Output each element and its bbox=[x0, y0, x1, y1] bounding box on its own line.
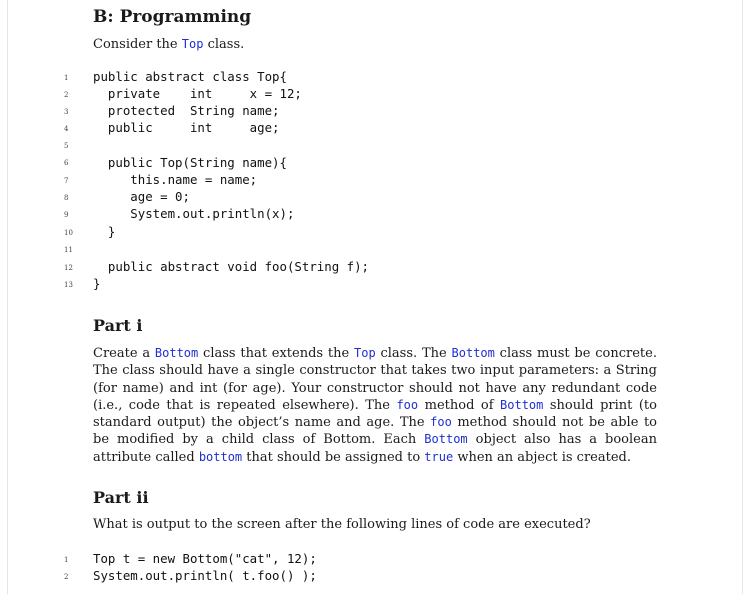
code-line: this.name = name; bbox=[93, 172, 258, 187]
code-line: System.out.println( t.foo() ); bbox=[93, 568, 317, 583]
code-ref: foo bbox=[430, 415, 452, 430]
page-right-edge bbox=[742, 0, 743, 594]
line-number: 2 bbox=[64, 91, 69, 99]
code-line: Top t = new Bottom("cat", 12); bbox=[93, 551, 317, 566]
line-number: 4 bbox=[64, 125, 69, 133]
line-number: 6 bbox=[64, 159, 69, 167]
line-number: 1 bbox=[64, 556, 69, 564]
code-line: age = 0; bbox=[93, 189, 190, 204]
code-ref: true bbox=[424, 449, 454, 464]
code-line: public int age; bbox=[93, 120, 280, 135]
code-ref: Top bbox=[354, 346, 376, 360]
line-number: 5 bbox=[64, 142, 69, 150]
page-left-edge bbox=[7, 0, 8, 594]
code-ref: Top bbox=[181, 37, 204, 51]
code-line: } bbox=[93, 224, 116, 239]
line-number: 11 bbox=[64, 246, 73, 254]
code-line: private int x = 12; bbox=[93, 86, 302, 101]
section-heading: B: Programming bbox=[93, 7, 252, 27]
part-i-heading: Part i bbox=[93, 316, 143, 335]
line-number: 12 bbox=[64, 264, 73, 272]
code-line: public abstract void foo(String f); bbox=[93, 259, 370, 274]
line-number: 3 bbox=[64, 108, 69, 116]
line-number: 2 bbox=[64, 573, 69, 581]
part-ii-question: What is output to the screen after the following lines of code are executed? bbox=[93, 517, 591, 532]
code-line: System.out.println(x); bbox=[93, 206, 295, 221]
part-ii-heading: Part ii bbox=[93, 488, 149, 507]
code-line: public abstract class Top{ bbox=[93, 69, 287, 84]
line-number: 9 bbox=[64, 211, 69, 219]
code-ref: Bottom bbox=[424, 432, 468, 447]
line-number: 7 bbox=[64, 177, 69, 185]
code-line: protected String name; bbox=[93, 103, 280, 118]
code-ref: Bottom bbox=[154, 346, 199, 360]
part-i-paragraph: Create a Bottom class that extends the Top class. The Bottom class must be concrete. The class should have a single constructor that takes two input parameters: a String (for name) and int (for age). Your constructor should not have any redundant code (i.e., code that is repeated elsewhere). The foo method of Bottom should print (to standard output) the object’s name and age. The foo method should not be able to be modified by a child class of Bottom. Each Bottom object also has a boolean attribute called bottom that should be assigned to true when an abject is created. bbox=[93, 346, 657, 465]
code-ref: foo bbox=[396, 397, 419, 412]
line-number: 10 bbox=[64, 229, 73, 237]
code-ref: Bottom bbox=[500, 397, 544, 412]
line-number: 13 bbox=[64, 281, 73, 289]
code-line: public Top(String name){ bbox=[93, 155, 287, 170]
intro-text: Consider the Top class. bbox=[93, 37, 245, 52]
code-ref: bottom bbox=[198, 449, 243, 464]
code-ref: Bottom bbox=[451, 346, 495, 360]
line-number: 1 bbox=[64, 74, 69, 82]
line-number: 8 bbox=[64, 194, 69, 202]
code-line: } bbox=[93, 276, 101, 291]
